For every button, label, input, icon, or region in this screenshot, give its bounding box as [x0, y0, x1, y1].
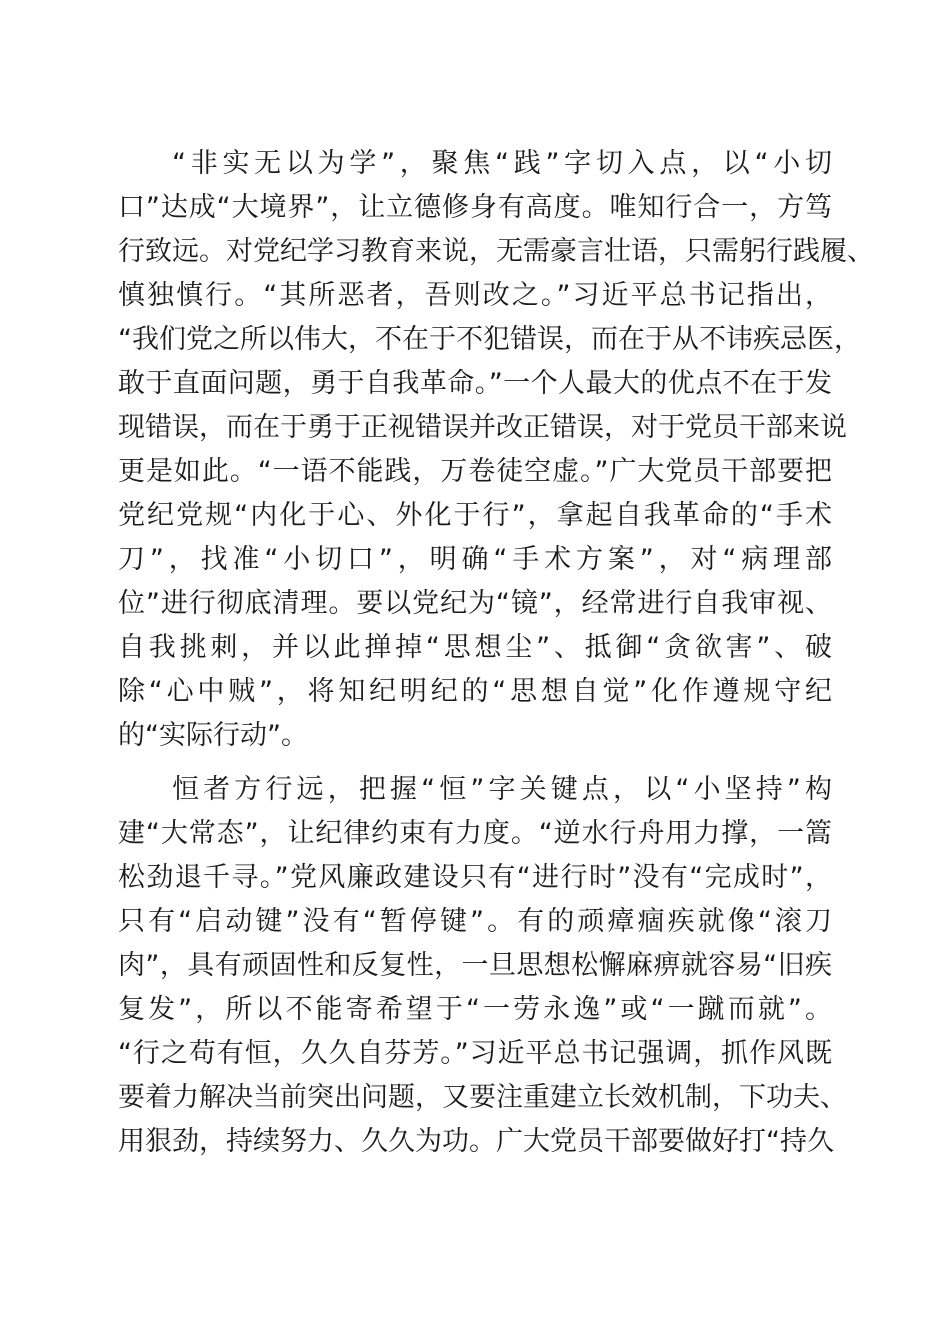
text-line: 建“大常态”，让纪律约束有力度。“逆水行舟用力撑，一篙: [118, 818, 832, 849]
text-line: 除“心中贼”，将知纪明纪的“思想自觉”化作遵规守纪: [118, 676, 832, 707]
text-line: 的“实际行动”。: [118, 720, 308, 751]
text-line: 党纪党规“内化于心、外化于行”，拿起自我革命的“手术: [118, 500, 832, 531]
text-line: 慎独慎行。“其所恶者，吾则改之。”习近平总书记指出，: [118, 280, 832, 311]
text-line: 敢于直面问题，勇于自我革命。”一个人最大的优点不在于发: [118, 368, 832, 399]
text-line: 复发”，所以不能寄希望于“一劳永逸”或“一蹴而就”。: [118, 994, 832, 1025]
text-line: 肉”，具有顽固性和反复性，一旦思想松懈麻痹就容易“旧疾: [118, 950, 832, 981]
text-line: 口”达成“大境界”，让立德修身有高度。唯知行合一，方笃: [118, 192, 832, 223]
text-line: “行之苟有恒，久久自芬芳。”习近平总书记强调，抓作风既: [118, 1038, 832, 1069]
text-line: 自我挑刺，并以此掸掉“思想尘”、抵御“贪欲害”、破: [118, 632, 832, 663]
text-line: 更是如此。“一语不能践，万卷徒空虚。”广大党员干部要把: [118, 456, 832, 487]
text-line: 松劲退千寻。”党风廉政建设只有“进行时”没有“完成时”，: [118, 862, 832, 893]
text-line: 只有“启动键”没有“暂停键”。有的顽瘴痼疾就像“滚刀: [118, 906, 832, 937]
text-line: 位”进行彻底清理。要以党纪为“镜”，经常进行自我审视、: [118, 588, 832, 619]
text-line: 恒者方行远，把握“恒”字关键点，以“小坚持”构: [172, 774, 832, 805]
text-line: 行致远。对党纪学习教育来说，无需豪言壮语，只需躬行践履、: [118, 236, 874, 267]
text-line: 现错误，而在于勇于正视错误并改正错误，对于党员干部来说: [118, 412, 847, 443]
text-line: 用狠劲，持续努力、久久为功。广大党员干部要做好打“持久: [118, 1126, 834, 1157]
text-line: 要着力解决当前突出问题，又要注重建立长效机制，下功夫、: [118, 1082, 847, 1113]
text-line: “非实无以为学”，聚焦“践”字切入点，以“小切: [172, 148, 832, 179]
text-line: “我们党之所以伟大，不在于不犯错误，而在于从不讳疾忌医，: [118, 324, 861, 355]
text-line: 刀”，找准“小切口”，明确“手术方案”，对“病理部: [118, 544, 832, 575]
